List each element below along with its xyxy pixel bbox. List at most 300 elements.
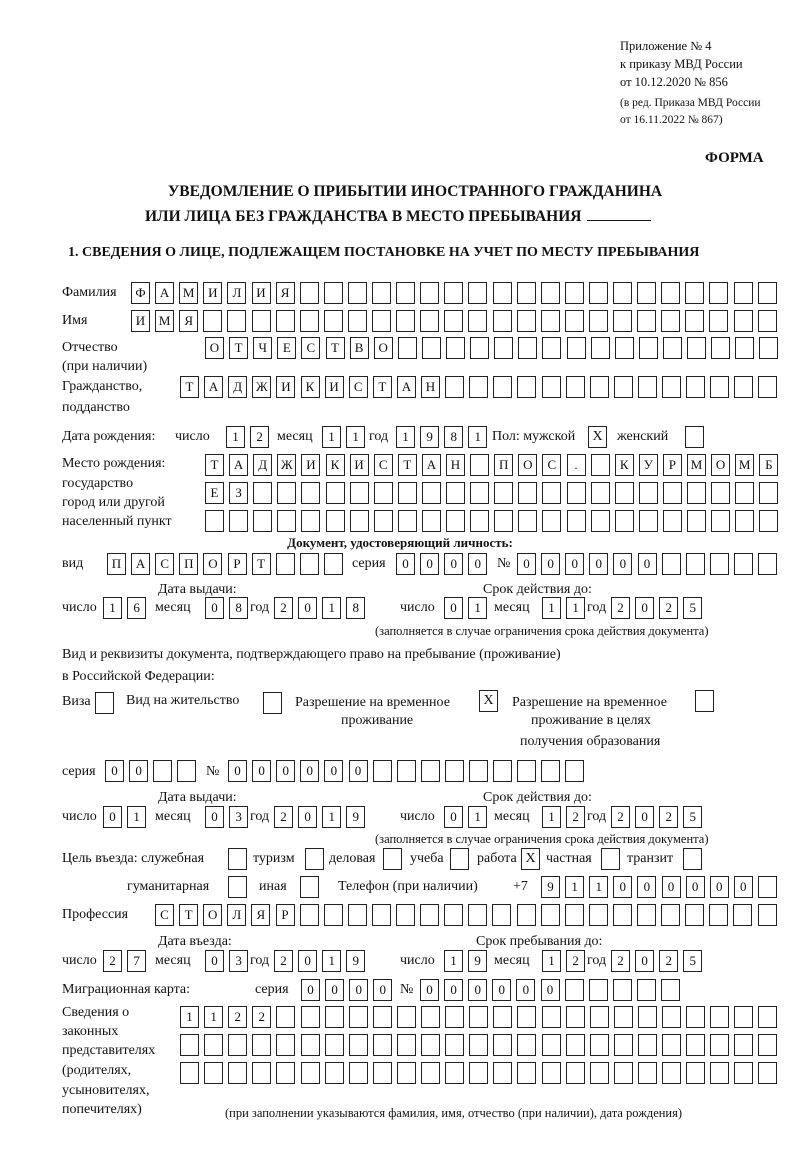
char-cell[interactable] <box>469 1034 488 1056</box>
char-cell[interactable] <box>468 282 487 304</box>
char-cell[interactable]: 0 <box>613 553 632 575</box>
char-cell[interactable]: И <box>131 310 150 332</box>
char-cell[interactable]: И <box>276 376 295 398</box>
char-cell[interactable]: 0 <box>613 876 632 898</box>
char-cell[interactable] <box>686 1062 705 1084</box>
char-cell[interactable]: 0 <box>492 979 511 1001</box>
char-cell[interactable] <box>565 310 584 332</box>
char-cell[interactable]: 0 <box>635 950 654 972</box>
char-cell[interactable] <box>300 553 319 575</box>
char-cell[interactable] <box>276 1006 295 1028</box>
char-cell[interactable] <box>229 510 248 532</box>
char-cell[interactable]: 2 <box>611 806 630 828</box>
char-cell[interactable] <box>661 979 680 1001</box>
char-cell[interactable] <box>591 454 610 476</box>
char-cell[interactable] <box>326 482 345 504</box>
purpose-transit-checkbox[interactable] <box>683 848 702 870</box>
purpose-business-checkbox[interactable] <box>383 848 402 870</box>
char-cell[interactable] <box>374 482 393 504</box>
char-cell[interactable] <box>759 510 778 532</box>
char-cell[interactable]: С <box>374 454 393 476</box>
char-cell[interactable] <box>444 282 463 304</box>
char-cell[interactable]: С <box>542 454 561 476</box>
char-cell[interactable] <box>421 1034 440 1056</box>
char-cell[interactable]: 0 <box>205 950 224 972</box>
char-cell[interactable] <box>613 282 632 304</box>
char-cell[interactable] <box>542 1062 561 1084</box>
char-cell[interactable] <box>735 337 754 359</box>
char-cell[interactable] <box>542 1006 561 1028</box>
char-cell[interactable] <box>735 510 754 532</box>
char-cell[interactable] <box>662 1034 681 1056</box>
char-cell[interactable] <box>565 979 584 1001</box>
char-cell[interactable]: 8 <box>346 597 365 619</box>
char-cell[interactable]: О <box>518 454 537 476</box>
char-cell[interactable]: 2 <box>252 1006 271 1028</box>
char-cell[interactable] <box>301 1062 320 1084</box>
char-cell[interactable] <box>493 1034 512 1056</box>
char-cell[interactable]: Д <box>228 376 247 398</box>
char-cell[interactable]: 0 <box>205 597 224 619</box>
char-cell[interactable] <box>711 337 730 359</box>
char-cell[interactable]: 2 <box>274 950 293 972</box>
char-cell[interactable] <box>373 1034 392 1056</box>
char-cell[interactable]: 0 <box>325 979 344 1001</box>
char-cell[interactable] <box>324 310 343 332</box>
edu-permit-checkbox[interactable] <box>695 690 714 712</box>
char-cell[interactable] <box>493 1062 512 1084</box>
char-cell[interactable] <box>566 376 585 398</box>
char-cell[interactable] <box>517 760 536 782</box>
char-cell[interactable]: 0 <box>373 979 392 1001</box>
char-cell[interactable]: 1 <box>204 1006 223 1028</box>
char-cell[interactable] <box>567 337 586 359</box>
char-cell[interactable] <box>565 760 584 782</box>
char-cell[interactable]: 0 <box>298 597 317 619</box>
char-cell[interactable]: 2 <box>611 597 630 619</box>
char-cell[interactable]: Т <box>398 454 417 476</box>
char-cell[interactable] <box>372 310 391 332</box>
char-cell[interactable]: 0 <box>129 760 148 782</box>
char-cell[interactable] <box>542 510 561 532</box>
char-cell[interactable]: 0 <box>638 553 657 575</box>
char-cell[interactable]: К <box>615 454 634 476</box>
char-cell[interactable] <box>397 1034 416 1056</box>
char-cell[interactable] <box>422 482 441 504</box>
char-cell[interactable] <box>396 310 415 332</box>
char-cell[interactable]: 1 <box>103 597 122 619</box>
char-cell[interactable]: 0 <box>420 553 439 575</box>
char-cell[interactable] <box>517 904 536 926</box>
purpose-official-checkbox[interactable] <box>228 848 247 870</box>
char-cell[interactable]: 0 <box>444 806 463 828</box>
char-cell[interactable] <box>709 904 728 926</box>
char-cell[interactable]: 5 <box>683 597 702 619</box>
char-cell[interactable]: Я <box>251 904 270 926</box>
char-cell[interactable]: Ч <box>253 337 272 359</box>
char-cell[interactable]: Р <box>663 454 682 476</box>
char-cell[interactable]: С <box>349 376 368 398</box>
char-cell[interactable] <box>517 376 536 398</box>
char-cell[interactable] <box>517 310 536 332</box>
char-cell[interactable] <box>614 1034 633 1056</box>
char-cell[interactable] <box>589 979 608 1001</box>
char-cell[interactable] <box>590 376 609 398</box>
char-cell[interactable] <box>590 1006 609 1028</box>
char-cell[interactable] <box>758 904 777 926</box>
char-cell[interactable]: И <box>301 454 320 476</box>
char-cell[interactable] <box>348 310 367 332</box>
char-cell[interactable] <box>205 510 224 532</box>
char-cell[interactable]: С <box>155 553 174 575</box>
char-cell[interactable] <box>493 1006 512 1028</box>
char-cell[interactable] <box>734 282 753 304</box>
char-cell[interactable]: 2 <box>566 950 585 972</box>
char-cell[interactable] <box>396 282 415 304</box>
char-cell[interactable]: П <box>107 553 126 575</box>
char-cell[interactable] <box>686 1006 705 1028</box>
char-cell[interactable]: 8 <box>229 597 248 619</box>
char-cell[interactable] <box>446 482 465 504</box>
char-cell[interactable] <box>613 310 632 332</box>
char-cell[interactable]: О <box>374 337 393 359</box>
char-cell[interactable]: 1 <box>180 1006 199 1028</box>
char-cell[interactable] <box>734 1006 753 1028</box>
char-cell[interactable] <box>253 482 272 504</box>
char-cell[interactable]: З <box>229 482 248 504</box>
char-cell[interactable]: 0 <box>444 979 463 1001</box>
char-cell[interactable]: И <box>350 454 369 476</box>
char-cell[interactable] <box>614 376 633 398</box>
char-cell[interactable]: 0 <box>686 876 705 898</box>
char-cell[interactable]: 0 <box>468 979 487 1001</box>
char-cell[interactable]: 1 <box>322 806 341 828</box>
char-cell[interactable] <box>758 310 777 332</box>
char-cell[interactable] <box>300 282 319 304</box>
char-cell[interactable] <box>758 376 777 398</box>
char-cell[interactable]: Е <box>205 482 224 504</box>
char-cell[interactable] <box>541 760 560 782</box>
char-cell[interactable] <box>541 310 560 332</box>
char-cell[interactable] <box>758 876 777 898</box>
char-cell[interactable] <box>373 1062 392 1084</box>
char-cell[interactable]: 8 <box>444 426 463 448</box>
char-cell[interactable]: 1 <box>226 426 245 448</box>
char-cell[interactable] <box>349 1062 368 1084</box>
char-cell[interactable] <box>349 1006 368 1028</box>
char-cell[interactable]: К <box>326 454 345 476</box>
char-cell[interactable] <box>518 510 537 532</box>
char-cell[interactable]: В <box>350 337 369 359</box>
char-cell[interactable] <box>759 337 778 359</box>
char-cell[interactable] <box>421 1062 440 1084</box>
char-cell[interactable] <box>350 510 369 532</box>
char-cell[interactable]: 0 <box>396 553 415 575</box>
char-cell[interactable] <box>468 904 487 926</box>
char-cell[interactable] <box>177 760 196 782</box>
char-cell[interactable]: 1 <box>322 950 341 972</box>
char-cell[interactable]: Ф <box>131 282 150 304</box>
char-cell[interactable] <box>252 1062 271 1084</box>
char-cell[interactable] <box>758 1006 777 1028</box>
char-cell[interactable] <box>567 510 586 532</box>
char-cell[interactable]: 1 <box>542 950 561 972</box>
char-cell[interactable]: 9 <box>541 876 560 898</box>
char-cell[interactable] <box>711 482 730 504</box>
char-cell[interactable] <box>253 510 272 532</box>
char-cell[interactable] <box>493 282 512 304</box>
char-cell[interactable]: О <box>711 454 730 476</box>
char-cell[interactable]: 0 <box>252 760 271 782</box>
char-cell[interactable]: Т <box>252 553 271 575</box>
char-cell[interactable] <box>445 376 464 398</box>
char-cell[interactable] <box>325 1034 344 1056</box>
visa-checkbox[interactable] <box>95 692 114 714</box>
char-cell[interactable]: 2 <box>659 597 678 619</box>
char-cell[interactable]: Л <box>227 904 246 926</box>
char-cell[interactable] <box>758 1062 777 1084</box>
char-cell[interactable] <box>590 1062 609 1084</box>
char-cell[interactable] <box>493 376 512 398</box>
char-cell[interactable] <box>542 482 561 504</box>
char-cell[interactable] <box>444 310 463 332</box>
char-cell[interactable] <box>663 337 682 359</box>
purpose-humanitarian-checkbox[interactable] <box>228 876 247 898</box>
char-cell[interactable] <box>396 904 415 926</box>
char-cell[interactable] <box>445 1062 464 1084</box>
char-cell[interactable]: Т <box>229 337 248 359</box>
char-cell[interactable] <box>663 482 682 504</box>
char-cell[interactable] <box>180 1034 199 1056</box>
char-cell[interactable] <box>661 310 680 332</box>
char-cell[interactable] <box>565 904 584 926</box>
char-cell[interactable] <box>637 310 656 332</box>
char-cell[interactable]: 0 <box>103 806 122 828</box>
char-cell[interactable]: 0 <box>444 553 463 575</box>
char-cell[interactable] <box>542 1034 561 1056</box>
char-cell[interactable]: 0 <box>517 553 536 575</box>
residence-permit-checkbox[interactable] <box>263 692 282 714</box>
char-cell[interactable] <box>493 760 512 782</box>
char-cell[interactable]: 1 <box>468 806 487 828</box>
char-cell[interactable] <box>710 376 729 398</box>
char-cell[interactable] <box>301 1006 320 1028</box>
char-cell[interactable] <box>372 282 391 304</box>
char-cell[interactable] <box>685 310 704 332</box>
char-cell[interactable]: 1 <box>566 597 585 619</box>
char-cell[interactable] <box>324 553 343 575</box>
char-cell[interactable] <box>252 1034 271 1056</box>
char-cell[interactable]: Р <box>276 904 295 926</box>
purpose-work-checkbox[interactable]: X <box>521 848 540 870</box>
char-cell[interactable]: 0 <box>420 979 439 1001</box>
char-cell[interactable] <box>661 282 680 304</box>
char-cell[interactable] <box>373 760 392 782</box>
char-cell[interactable]: 2 <box>274 597 293 619</box>
char-cell[interactable] <box>374 510 393 532</box>
char-cell[interactable]: Ж <box>277 454 296 476</box>
char-cell[interactable] <box>566 1034 585 1056</box>
char-cell[interactable] <box>469 760 488 782</box>
char-cell[interactable]: 1 <box>346 426 365 448</box>
char-cell[interactable] <box>613 979 632 1001</box>
char-cell[interactable] <box>590 1034 609 1056</box>
char-cell[interactable] <box>517 282 536 304</box>
char-cell[interactable]: 0 <box>276 760 295 782</box>
char-cell[interactable] <box>591 510 610 532</box>
char-cell[interactable] <box>180 1062 199 1084</box>
char-cell[interactable] <box>662 1062 681 1084</box>
char-cell[interactable] <box>494 337 513 359</box>
char-cell[interactable] <box>710 1006 729 1028</box>
char-cell[interactable]: И <box>203 282 222 304</box>
char-cell[interactable]: 1 <box>322 597 341 619</box>
char-cell[interactable] <box>227 310 246 332</box>
char-cell[interactable]: 9 <box>346 950 365 972</box>
char-cell[interactable]: П <box>179 553 198 575</box>
char-cell[interactable] <box>638 1062 657 1084</box>
char-cell[interactable]: 3 <box>229 950 248 972</box>
char-cell[interactable] <box>686 553 705 575</box>
char-cell[interactable] <box>398 482 417 504</box>
char-cell[interactable] <box>153 760 172 782</box>
char-cell[interactable] <box>493 310 512 332</box>
char-cell[interactable]: 1 <box>589 876 608 898</box>
char-cell[interactable]: 1 <box>322 426 341 448</box>
char-cell[interactable] <box>446 510 465 532</box>
char-cell[interactable]: А <box>229 454 248 476</box>
char-cell[interactable]: О <box>205 337 224 359</box>
char-cell[interactable] <box>518 482 537 504</box>
char-cell[interactable]: 2 <box>566 806 585 828</box>
char-cell[interactable] <box>758 553 777 575</box>
char-cell[interactable] <box>397 1062 416 1084</box>
char-cell[interactable] <box>421 760 440 782</box>
char-cell[interactable] <box>591 482 610 504</box>
char-cell[interactable] <box>709 310 728 332</box>
char-cell[interactable] <box>615 337 634 359</box>
char-cell[interactable]: 1 <box>396 426 415 448</box>
char-cell[interactable] <box>422 510 441 532</box>
char-cell[interactable]: М <box>687 454 706 476</box>
char-cell[interactable] <box>662 1006 681 1028</box>
char-cell[interactable]: Т <box>179 904 198 926</box>
char-cell[interactable]: Н <box>421 376 440 398</box>
char-cell[interactable] <box>687 510 706 532</box>
char-cell[interactable]: Т <box>180 376 199 398</box>
char-cell[interactable] <box>710 1034 729 1056</box>
char-cell[interactable] <box>300 310 319 332</box>
char-cell[interactable] <box>204 1062 223 1084</box>
char-cell[interactable] <box>446 337 465 359</box>
char-cell[interactable] <box>228 1034 247 1056</box>
char-cell[interactable] <box>615 510 634 532</box>
char-cell[interactable] <box>662 553 681 575</box>
char-cell[interactable]: 0 <box>298 950 317 972</box>
char-cell[interactable] <box>566 1006 585 1028</box>
char-cell[interactable] <box>326 510 345 532</box>
char-cell[interactable]: 0 <box>541 553 560 575</box>
char-cell[interactable]: М <box>179 282 198 304</box>
char-cell[interactable] <box>734 310 753 332</box>
char-cell[interactable] <box>638 1006 657 1028</box>
purpose-tourism-checkbox[interactable] <box>305 848 324 870</box>
char-cell[interactable] <box>252 310 271 332</box>
char-cell[interactable] <box>542 337 561 359</box>
char-cell[interactable] <box>639 510 658 532</box>
char-cell[interactable] <box>639 337 658 359</box>
char-cell[interactable] <box>325 1062 344 1084</box>
char-cell[interactable] <box>470 337 489 359</box>
char-cell[interactable]: И <box>252 282 271 304</box>
char-cell[interactable] <box>759 482 778 504</box>
char-cell[interactable] <box>373 1006 392 1028</box>
char-cell[interactable] <box>589 904 608 926</box>
char-cell[interactable]: 7 <box>127 950 146 972</box>
char-cell[interactable]: 0 <box>301 979 320 1001</box>
char-cell[interactable]: 0 <box>710 876 729 898</box>
char-cell[interactable]: 0 <box>349 979 368 1001</box>
char-cell[interactable] <box>276 1034 295 1056</box>
char-cell[interactable]: К <box>301 376 320 398</box>
char-cell[interactable] <box>710 1062 729 1084</box>
char-cell[interactable]: 3 <box>229 806 248 828</box>
char-cell[interactable] <box>758 282 777 304</box>
char-cell[interactable]: Ж <box>252 376 271 398</box>
char-cell[interactable] <box>301 482 320 504</box>
char-cell[interactable] <box>420 904 439 926</box>
char-cell[interactable] <box>566 1062 585 1084</box>
purpose-private-checkbox[interactable] <box>601 848 620 870</box>
char-cell[interactable]: 2 <box>611 950 630 972</box>
char-cell[interactable] <box>422 337 441 359</box>
char-cell[interactable] <box>445 1006 464 1028</box>
char-cell[interactable] <box>541 282 560 304</box>
char-cell[interactable]: 1 <box>542 806 561 828</box>
char-cell[interactable] <box>567 482 586 504</box>
char-cell[interactable]: 1 <box>444 950 463 972</box>
char-cell[interactable]: Т <box>326 337 345 359</box>
char-cell[interactable] <box>613 904 632 926</box>
char-cell[interactable] <box>372 904 391 926</box>
char-cell[interactable] <box>686 376 705 398</box>
char-cell[interactable] <box>469 1062 488 1084</box>
char-cell[interactable]: С <box>301 337 320 359</box>
char-cell[interactable] <box>615 482 634 504</box>
char-cell[interactable]: 6 <box>127 597 146 619</box>
char-cell[interactable]: 2 <box>228 1006 247 1028</box>
char-cell[interactable] <box>469 1006 488 1028</box>
char-cell[interactable] <box>276 553 295 575</box>
char-cell[interactable]: 2 <box>659 950 678 972</box>
char-cell[interactable]: А <box>397 376 416 398</box>
char-cell[interactable]: Л <box>227 282 246 304</box>
char-cell[interactable] <box>445 1034 464 1056</box>
char-cell[interactable]: О <box>203 553 222 575</box>
char-cell[interactable] <box>494 482 513 504</box>
char-cell[interactable]: А <box>422 454 441 476</box>
char-cell[interactable] <box>758 1034 777 1056</box>
char-cell[interactable] <box>735 482 754 504</box>
char-cell[interactable]: 0 <box>589 553 608 575</box>
char-cell[interactable]: 0 <box>637 876 656 898</box>
purpose-study-checkbox[interactable] <box>450 848 469 870</box>
char-cell[interactable] <box>686 1034 705 1056</box>
char-cell[interactable] <box>637 904 656 926</box>
char-cell[interactable]: И <box>325 376 344 398</box>
char-cell[interactable] <box>469 376 488 398</box>
char-cell[interactable] <box>421 1006 440 1028</box>
